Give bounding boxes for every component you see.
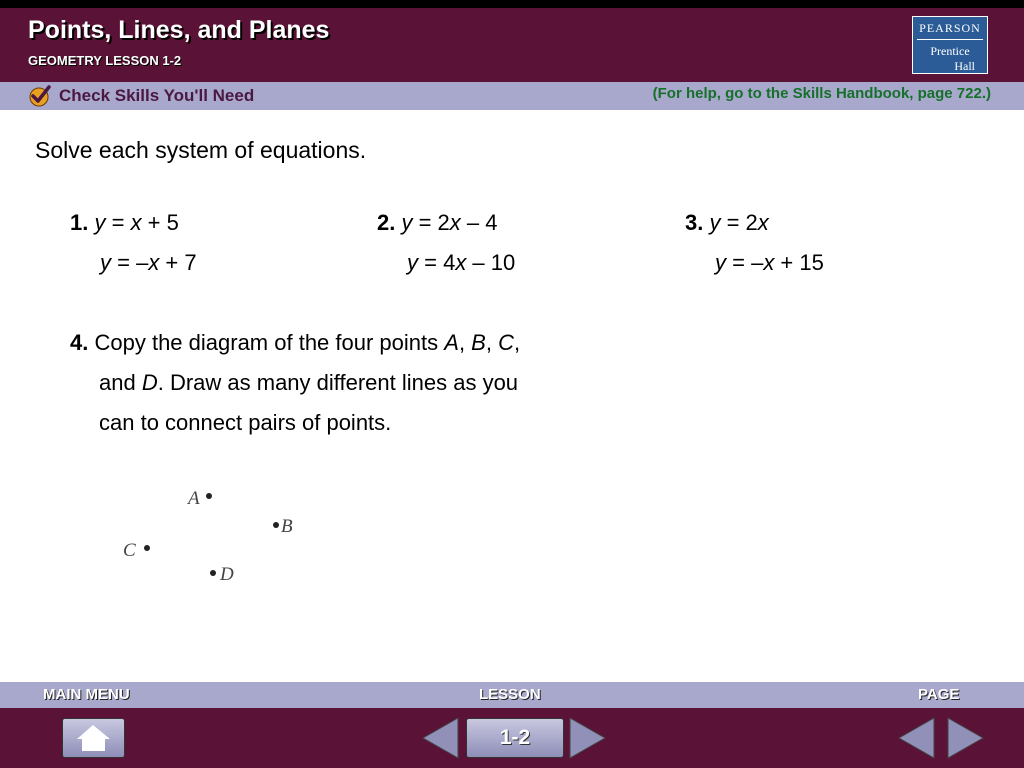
point-name: B xyxy=(471,330,486,355)
point-name: A xyxy=(444,330,459,355)
skills-band xyxy=(0,82,1024,110)
problem-3 xyxy=(685,203,824,283)
eq-part: + 5 xyxy=(141,210,179,235)
lesson-label: LESSON xyxy=(479,686,541,703)
help-note: (For help, go to the Skills Handbook, page 722.) xyxy=(652,85,991,102)
eq-part: = 2 xyxy=(412,210,450,235)
problem-number: 1. xyxy=(70,210,89,235)
eq-part: = – xyxy=(111,250,149,275)
text-part: , xyxy=(458,330,472,355)
point-name: D xyxy=(141,370,158,395)
check-skills-label: Check Skills You'll Need xyxy=(59,86,255,105)
var-y: y xyxy=(401,210,413,235)
lesson-content xyxy=(0,110,1024,682)
problem-number: 2. xyxy=(377,210,396,235)
page-next-button[interactable] xyxy=(946,716,986,760)
problem-number: 3. xyxy=(685,210,704,235)
label-point-d: D xyxy=(220,564,234,585)
eq-part: = – xyxy=(726,250,764,275)
main-menu-label: MAIN MENU xyxy=(43,686,130,703)
logo-line-2: Prentice xyxy=(930,44,970,58)
publisher-logo xyxy=(912,16,988,74)
eq-part: + 7 xyxy=(159,250,197,275)
lesson-subtitle: GEOMETRY LESSON 1-2 xyxy=(28,53,182,68)
var-x: x xyxy=(455,250,467,275)
text-part: , xyxy=(485,330,499,355)
point-a xyxy=(206,493,212,499)
text-part: , xyxy=(513,330,521,355)
label-point-a: A xyxy=(188,488,200,509)
top-edge xyxy=(0,0,1024,8)
label-point-c: C xyxy=(123,540,136,561)
logo-line-1: PEARSON xyxy=(917,21,983,40)
nav-label-bar xyxy=(0,682,1024,708)
var-x: x xyxy=(148,250,160,275)
points-diagram xyxy=(110,475,310,595)
var-y: y xyxy=(715,250,726,275)
lesson-next-button[interactable] xyxy=(568,716,608,760)
var-y: y xyxy=(709,210,721,235)
problem-4-line-2 xyxy=(70,363,650,403)
problem-4-line-3: can to connect pairs of points. xyxy=(99,410,392,435)
lesson-prev-button[interactable] xyxy=(420,716,460,760)
problem-1-eq2 xyxy=(70,243,197,283)
page-prev-button[interactable] xyxy=(896,716,936,760)
checkmark-icon xyxy=(28,84,52,108)
page-title: Points, Lines, and Planes xyxy=(28,16,330,44)
problem-4 xyxy=(70,323,650,443)
text-part: Copy the diagram of the four points xyxy=(94,330,445,355)
problem-3-eq1 xyxy=(685,203,824,243)
problem-2 xyxy=(377,203,515,283)
eq-part: = 4 xyxy=(418,250,456,275)
eq-part: + 15 xyxy=(774,250,824,275)
label-point-b: B xyxy=(281,516,293,537)
var-y: y xyxy=(94,210,106,235)
var-x: x xyxy=(763,250,775,275)
var-x: x xyxy=(449,210,461,235)
instruction-text: Solve each system of equations. xyxy=(35,137,367,163)
text-part: . Draw as many different lines as you xyxy=(157,370,519,395)
var-x: x xyxy=(757,210,769,235)
eq-part: – 10 xyxy=(466,250,516,275)
header xyxy=(0,8,1024,82)
lesson-number-button[interactable]: 1-2 xyxy=(466,718,564,758)
home-button[interactable] xyxy=(62,718,125,758)
home-icon xyxy=(63,719,124,757)
point-d xyxy=(210,570,216,576)
page-label: PAGE xyxy=(918,686,960,703)
problem-number: 4. xyxy=(70,330,89,355)
var-y: y xyxy=(407,250,418,275)
text-part: and xyxy=(99,370,142,395)
eq-part: = xyxy=(105,210,131,235)
eq-part: – 4 xyxy=(460,210,498,235)
point-name: C xyxy=(498,330,514,355)
eq-part: = 2 xyxy=(720,210,758,235)
var-x: x xyxy=(130,210,142,235)
problem-1-eq1 xyxy=(70,203,197,243)
point-c xyxy=(144,545,150,551)
problem-4-line-1 xyxy=(70,323,650,363)
var-y: y xyxy=(100,250,111,275)
problem-2-eq1 xyxy=(377,203,515,243)
logo-line-3: Hall xyxy=(954,59,975,73)
problem-3-eq2 xyxy=(685,243,824,283)
problem-2-eq2 xyxy=(377,243,515,283)
footer-nav xyxy=(0,708,1024,768)
problem-1 xyxy=(70,203,197,283)
point-b xyxy=(273,522,279,528)
